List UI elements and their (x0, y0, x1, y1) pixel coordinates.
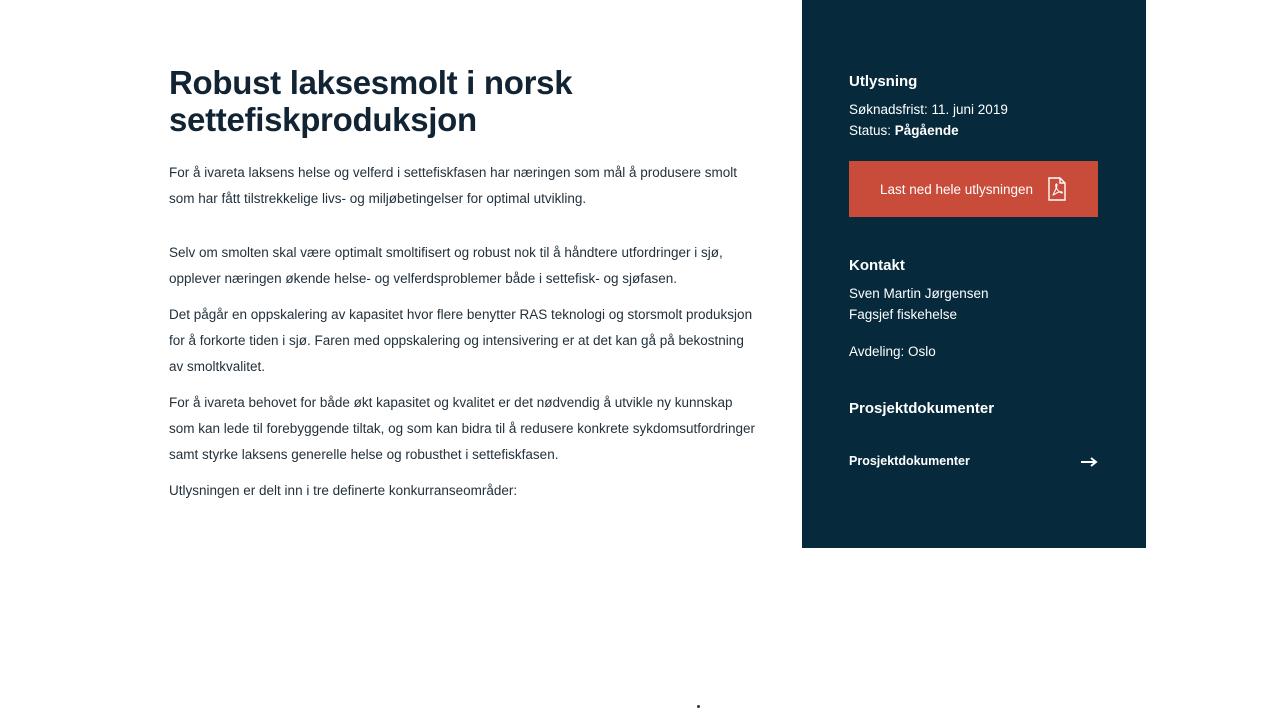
page-title: Robust laksesmolt i norsk settefiskproduksjon (169, 64, 573, 138)
article-paragraph: For å ivareta behovet for både økt kapasitet og kvalitet er det nødvendig å utvikle ny kunnskap som kan lede til forebyggende tiltak, og som kan bidra til å redusere konkrete sykdomsutfordringer samt styrke laksens generelle helse og robusthet i settefiskfasen. (169, 395, 756, 462)
article (169, 64, 759, 514)
download-button-label: Last ned hele utlysningen (879, 181, 1034, 197)
decorative-dot (697, 705, 700, 708)
status-label: Status: (849, 123, 892, 138)
deadline-text: Søknadsfrist: 11. juni 2019 (849, 102, 1008, 117)
article-paragraph: Det pågår en oppskalering av kapasitet hvor flere benytter RAS teknologi og storsmolt produksjon for å forkorte tiden i sjø. Faren med oppskalering og intensivering er at det kan gå på bekostning av smoltkvalitet. (169, 307, 753, 374)
article-paragraph: Selv om smolten skal være optimalt smoltifisert og robust nok til å håndtere utfordringer i sjø, opplever næringen økende helse- og velferdsproblemer både i settefisk- og sjøfasen. (169, 245, 723, 286)
download-call-button[interactable] (849, 161, 1098, 217)
project-documents-link[interactable] (849, 454, 1098, 468)
contact-name: Sven Martin Jørgensen (849, 286, 989, 301)
status-line (849, 120, 1098, 141)
project-documents-link-label: Prosjektdokumenter (849, 454, 970, 468)
contact-section (849, 257, 1098, 362)
pdf-icon (1047, 177, 1067, 201)
contact-role: Fagsjef fiskehelse (849, 307, 958, 322)
documents-heading: Prosjektdokumenter (849, 400, 995, 417)
article-paragraph: For å ivareta laksens helse og velferd i settefiskfasen har næringen som mål å produsere smolt som har fått tilstrekkelige livs- og miljøbetingelser for optimal utvikling. (169, 165, 738, 206)
sidebar-content (849, 73, 1098, 468)
documents-section (849, 400, 1098, 418)
arrow-right-icon (1080, 456, 1098, 466)
call-heading: Utlysning (849, 73, 918, 90)
status-value: Pågående (894, 123, 959, 138)
sidebar (802, 0, 1146, 548)
article-paragraph: Utlysningen er delt inn i tre definerte konkurranseområder: (169, 483, 518, 498)
department-text: Avdeling: Oslo (849, 344, 936, 359)
contact-heading: Kontakt (849, 257, 905, 274)
